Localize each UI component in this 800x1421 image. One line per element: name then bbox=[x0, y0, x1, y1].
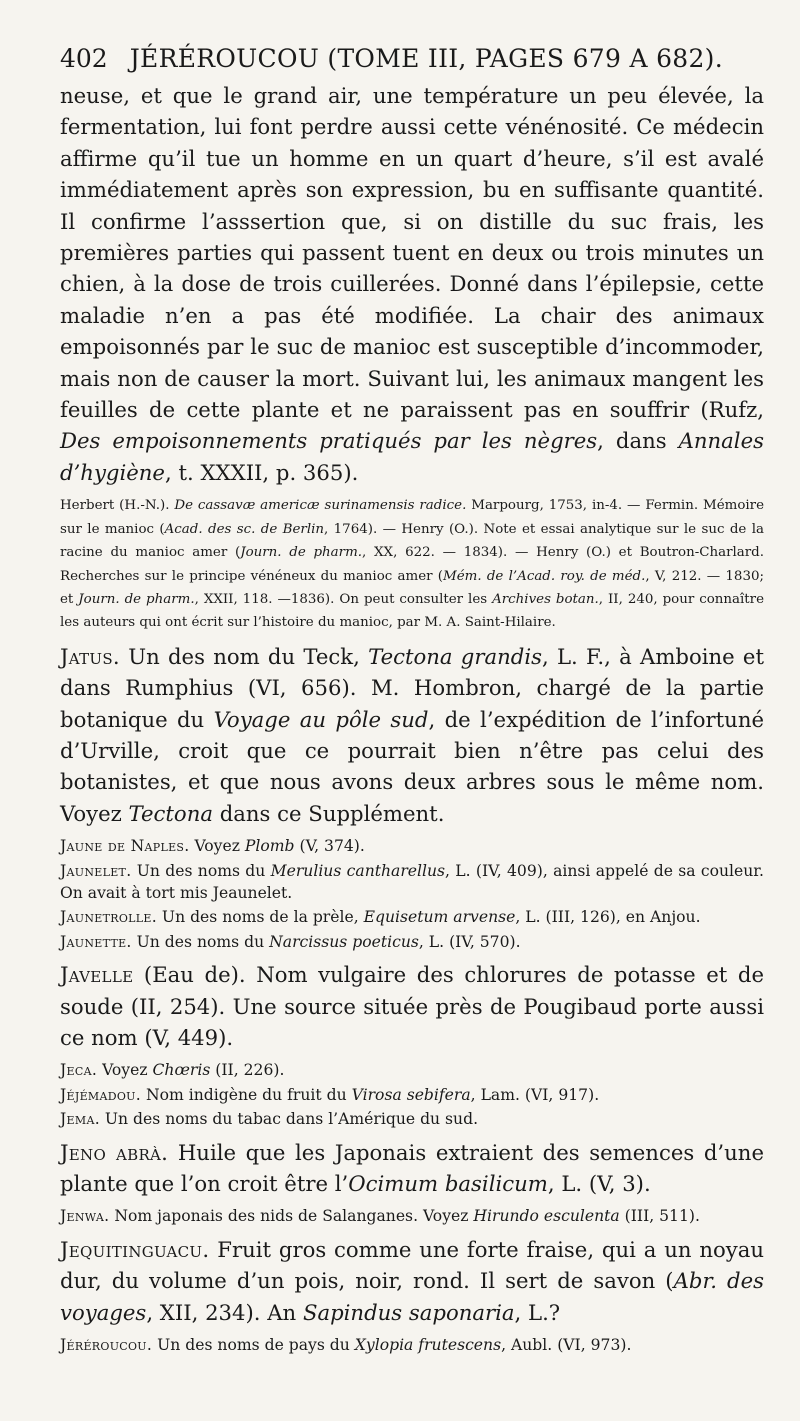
entry-jaunelet: Jaunelet. Un des noms du Merulius cantharellus, L. (IV, 409), ainsi appelé de sa couleur. On avait à tort mis Jeaunelet. bbox=[60, 861, 764, 902]
entry-jaune-de-naples: Jaune de Naples. Voyez Plomb (V, 374). bbox=[60, 837, 365, 856]
entry-javelle: Javelle (Eau de). Nom vulgaire des chlorures de potasse et de soude (II, 254). Une source située près de Pougibaud porte aussi ce nom (V, 449). bbox=[60, 962, 764, 1050]
intro-paragraph: neuse, et que le grand air, une température un peu élevée, la fermentation, lui font perdre aussi cette vénénosité. Ce médecin affirme qu’il tue un homme en un quart d’heure, s’il est avalé immédiatement après son expression, bu en suffisante quantité. Il confirme l’asssertion que, si on distille du suc frais, les premières parties qui passent tuent en deux ou trois minutes un chien, à la dose de trois cuillerées. Donné dans l’épilepsie, cette maladie n’en a pas été modifiée. La chair des animaux empoisonnés par le suc de manioc est susceptible d’incommoder, mais non de causer la mort. Suivant lui, les animaux mangent les feuilles de cette plante et ne paraissent pas en souffrir (Rufz, Des empoisonnements pratiqués par les nègres, dans Annales d’hygiène, t. XXXII, p. 365). bbox=[60, 83, 764, 485]
entry-jequitinguacu: Jequitinguacu. Fruit gros comme une forte fraise, qui a un noyau dur, du volume d’un pois, noir, rond. Il sert de savon (Abr. des voyages, XII, 234). An Sapindus saponaria, L.? bbox=[60, 1236, 765, 1325]
entry-jatus: Jatus. Un des nom du Teck, Tectona grandis, L. F., à Amboine et dans Rumphius (VI, 656). M. Hombron, chargé de la partie botanique du Voyage au pôle sud, de l’expédition de l’infortuné d’Urville, croit que ce pourrait bien n’être pas celui des botanistes, et que nous avons deux arbres sous le même nom. Voyez Tectona dans ce Supplément. bbox=[60, 643, 765, 826]
bibliography-note: Herbert (H.-N.). De cassavæ americæ surinamensis radice. Marpourg, 1753, in-4. — Fermin. Mémoire sur le manioc (Acad. des sc. de Berlin, 1764). — Henry (O.). Note et essai analytique sur le suc de la racine du manioc amer (Journ. de pharm., XX, 622. — 1834). — Henry (O.) et Boutron-Charlard. Recherches sur le principe vénéneux du manioc amer (Mém. de l’Acad. roy. de méd., V, 212. — 1830; et Journ. de pharm., XXII, 118. —1836). On peut consulter les Archives botan., II, 240, pour connaître les auteurs qui ont écrit sur l’histoire du manioc, par M. A. Saint-Hilaire. bbox=[60, 498, 765, 631]
entry-jaunette: Jaunette. Un des noms du Narcissus poeticus, L. (IV, 570). bbox=[60, 932, 521, 951]
entry-jaunetrolle: Jaunetrolle. Un des noms de la prèle, Equisetum arvense, L. (III, 126), en Anjou. bbox=[60, 908, 701, 927]
entry-jererocou: Jérérоucou. Un des noms de pays du Xylopia frutescens, Aubl. (VI, 973). bbox=[60, 1336, 632, 1355]
page-number: 402 bbox=[60, 44, 108, 73]
entry-jema: Jema. Un des noms du tabac dans l’Amérique du sud. bbox=[60, 1110, 479, 1129]
entry-jenwa: Jenwa. Nom japonais des nids de Salanganes. Voyez Hirundo esculenta (III, 511). bbox=[60, 1207, 700, 1226]
page-header bbox=[60, 44, 764, 74]
running-title: JÉRÉROUCOU (TOME III, PAGES 679 A 682). bbox=[129, 44, 723, 73]
entry-jejemadou: Jéjémadou. Nom indigène du fruit du Virosa sebifera, Lam. (VI, 917). bbox=[60, 1085, 600, 1104]
entry-jeno-abra: Jeno abrà. Huile que les Japonais extraient des semences d’une plante que l’on croit être l’Ocimum basilicum, L. (V, 3). bbox=[60, 1139, 764, 1197]
entry-jeca: Jeca. Voyez Chœris (II, 226). bbox=[60, 1061, 285, 1080]
